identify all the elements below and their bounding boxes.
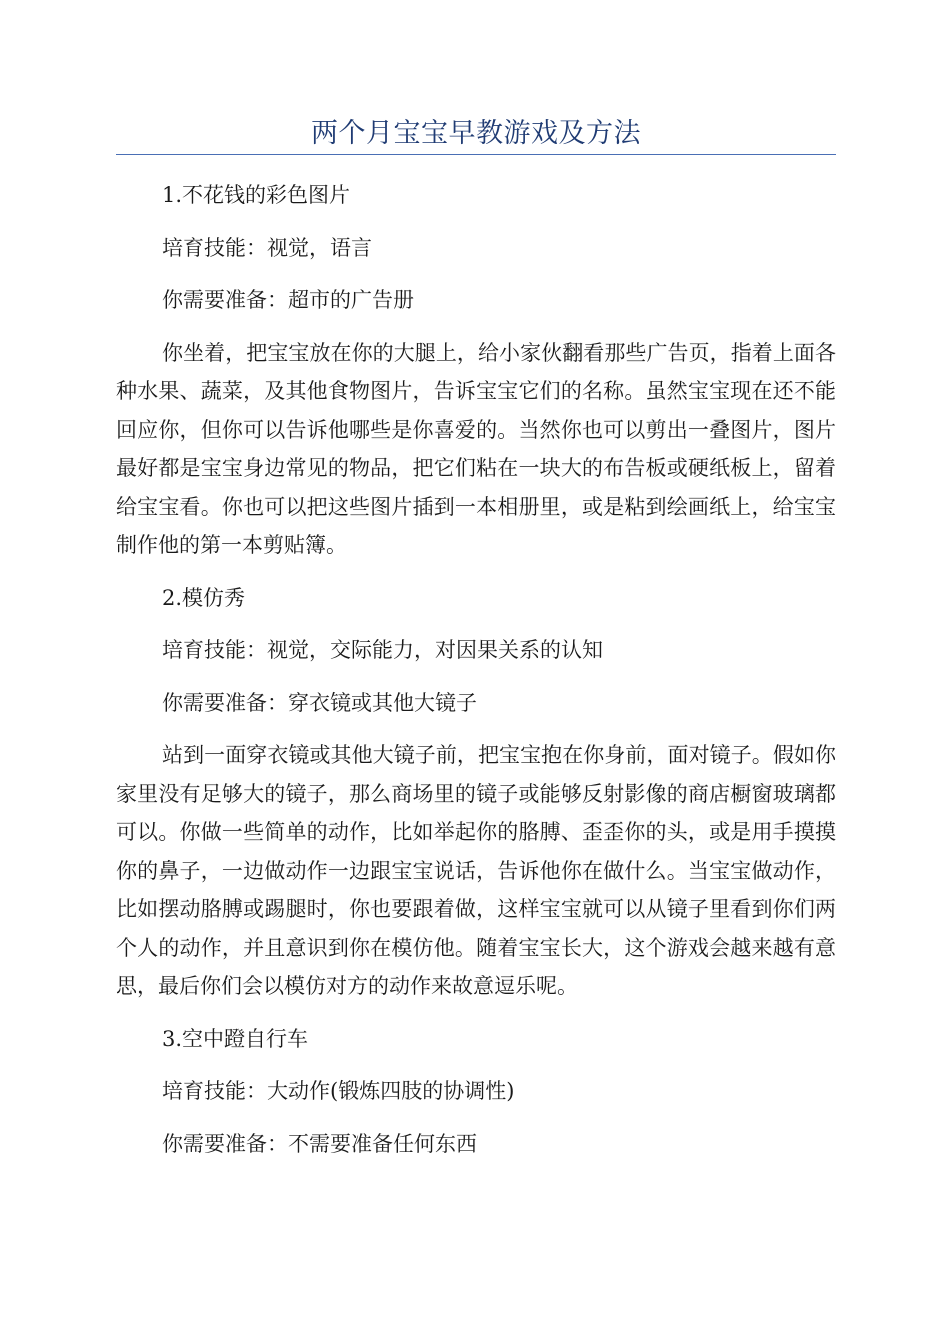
document-title: 两个月宝宝早教游戏及方法 <box>311 118 641 149</box>
skill-line-3: 培育技能：大动作(锻炼四肢的协调性) <box>162 1079 515 1103</box>
skill-line-2: 培育技能：视觉，交际能力，对因果关系的认知 <box>162 638 603 662</box>
prep-line-3: 你需要准备：不需要准备任何东西 <box>162 1131 477 1156</box>
title-underline <box>116 154 836 155</box>
skill-line-1: 培育技能：视觉，语言 <box>162 235 372 260</box>
document-body <box>116 176 836 1177</box>
body-paragraph-2: 站到一面穿衣镜或其他大镜子前，把宝宝抱在你身前，面对镜子。假如你家里没有足够大的镜子，那么商场里的镜子或能够反射影像的商店橱窗玻璃都可以。你做一些简单的动作，比如举起你的胳膊、歪歪你的头，或是用手摸摸你的鼻子，一边做动作一边跟宝宝说话，告诉他你在做什么。当宝宝做动作，比如摆动胳膊或踢腿时，你也要跟着做，这样宝宝就可以从镜子里看到你们两个人的动作，并且意识到你在模仿他。随着宝宝长大，这个游戏会越来越有意思，最后你们会以模仿对方的动作来故意逗乐呢。 <box>116 743 836 998</box>
prep-line-1: 你需要准备：超市的广告册 <box>162 288 414 312</box>
prep-line-2: 你需要准备：穿衣镜或其他大镜子 <box>162 690 477 715</box>
section-heading-2: 2.模仿秀 <box>162 585 246 610</box>
section-heading-3: 3.空中蹬自行车 <box>162 1026 309 1051</box>
section-heading-1: 1.不花钱的彩色图片 <box>162 183 351 207</box>
body-paragraph-1: 你坐着，把宝宝放在你的大腿上，给小家伙翻看那些广告页，指着上面各种水果、蔬菜，及其他食物图片，告诉宝宝它们的名称。虽然宝宝现在还不能回应你，但你可以告诉他哪些是你喜爱的。当然你也可以剪出一叠图片，图片最好都是宝宝身边常见的物品，把它们粘在一块大的布告板或硬纸板上，留着给宝宝看。你也可以把这些图片插到一本相册里，或是粘到绘画纸上，给宝宝制作他的第一本剪贴簿。 <box>116 340 836 557</box>
